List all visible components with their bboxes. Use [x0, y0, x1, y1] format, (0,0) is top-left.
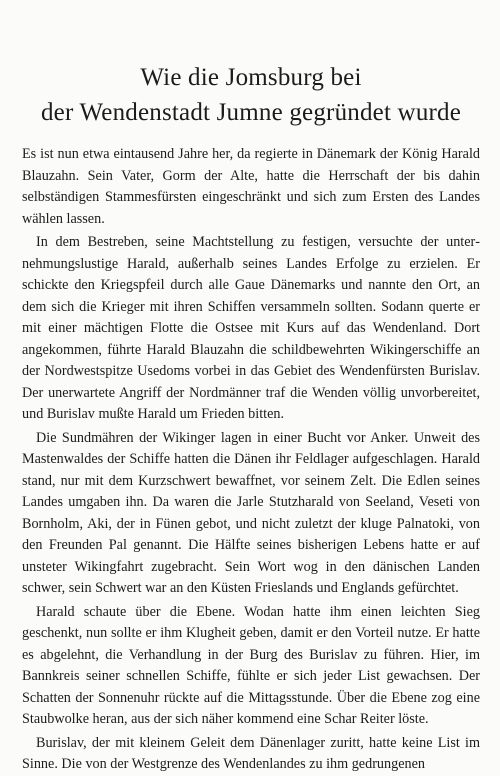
paragraph-2: In dem Bestreben, seine Machtstellung zu festigen, versuchte der unternehmungslustige Harald, außerhalb seines Landes Erfolge zu erzielen. Er schickte den Kriegspfeil durch alle Gaue Dänemarks und nannte den Ort, an dem sich die Krieger mit ihren Schiffen versammeln sollten. Sodann querte er mit einer mächtigen Flotte die Ostsee mit Kurs auf das Wendenland. Dort angekommen, führte Harald Blauzahn die schildbewehrten Wikingerschiffe an der Nordwestspitze Usedoms vorbei in das Gebiet des Wendenfürsten Burislav. Der unerwartete Angriff der Nordmänner traf die Wenden völlig unvorbereitet, und Burislav mußte Harald um Frieden bitten. [22, 234, 480, 422]
paragraph-3: Die Sundmähren der Wikinger lagen in einer Bucht vor Anker. Unweit des Mastenwaldes der Schiffe hatten die Dänen ihr Feldlager aufgeschlagen. Harald stand, nur mit dem Kurzschwert bewaffnet, vor seinem Zelt. Die Edlen seines Landes umgaben ihn. Da waren die Jarle Stutzharald von Seeland, Veseti von Bornholm, Aki, der in Fünen gebot, und nicht zuletzt der kluge Palnatoki, von den Freunden Pal genannt. Die Hälfte seines bisherigen Lebens hatte er auf unsteter Wikingfahrt zugebracht. Sein Wort wog in den dänischen Landen schwer, sein Schwert war an den Küsten Frieslands und Englands gefürchtet. [22, 429, 480, 596]
paragraph-4: Harald schaute über die Ebene. Wodan hatte ihm einen leichten Sieg geschenkt, nun sollte er ihm Klugheit geben, damit er den Vorteil nutze. Er hatte es abgelehnt, die Verhandlung in der Burg des Burislav zu führen. Hier, im Bannkreis seiner schnellen Schiffe, fühlte er sich jeder List gewachsen. Der Schatten der Sonnenuhr rückte auf die Mittagsstunde. Über die Ebene zog eine Staubwolke heran, aus der sich näher kommend eine Schar Reiter löste. [22, 603, 480, 727]
chapter-title-line-2: der Wendenstadt Jumne gegründet wurde [40, 99, 462, 126]
paragraph-1: Es ist nun etwa eintausend Jahre her, da regierte in Dänemark der König Harald Blauzahn. Sein Vater, Gorm der Alte, hatte die Herrschaft der bis dahin selbständigen Stammesfürsten eingeschränkt und sich zum Ersten des Landes wählen lassen. [22, 146, 480, 227]
paragraph-5: Burislav, der mit kleinem Geleit dem Dänenlager zuritt, hatte keine List im Sinne. Die von der Westgrenze des Wendenlandes zu ihm gedrungenen [22, 734, 480, 772]
chapter-title [22, 60, 480, 130]
book-page [22, 60, 480, 776]
chapter-title-line-1: Wie die Jomsburg bei [140, 64, 362, 91]
